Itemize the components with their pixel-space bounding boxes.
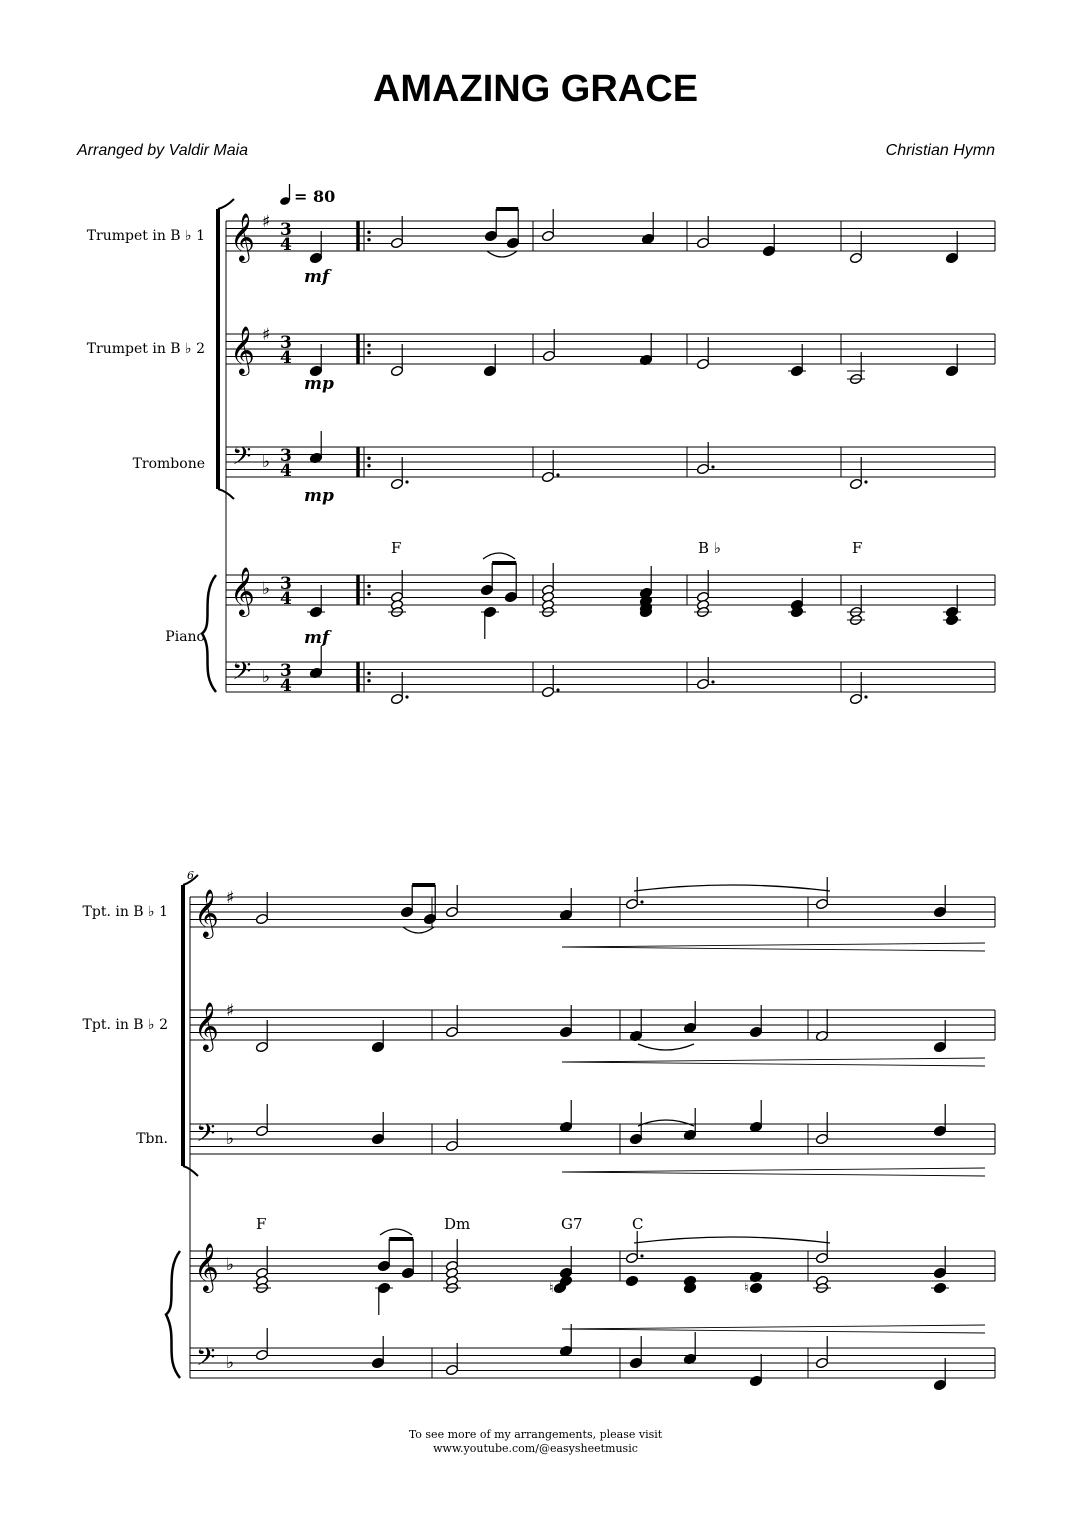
repeat-dot xyxy=(367,457,370,460)
crescendo-hairpin xyxy=(562,1168,985,1172)
dynamic-marking: mp xyxy=(304,486,334,506)
dynamic-marking: mf xyxy=(304,628,330,648)
repeat-dot xyxy=(367,351,370,354)
sharp-icon: ♯ xyxy=(226,1001,235,1021)
time-signature-bottom: 4 xyxy=(280,589,292,609)
bass-clef-icon: 𝄢 xyxy=(196,1343,216,1378)
time-signature-top: 3 xyxy=(280,220,292,240)
treble-clef-icon: 𝄞 xyxy=(194,1001,219,1050)
slur xyxy=(487,251,517,257)
crescendo-hairpin xyxy=(562,1329,985,1333)
sharp-icon: ♯ xyxy=(226,888,235,908)
flat-icon: ♭ xyxy=(262,579,271,599)
time-signature-top: 3 xyxy=(280,661,292,681)
time-signature-bottom: 4 xyxy=(280,348,292,368)
augmentation-dot xyxy=(640,900,643,903)
footer-line: To see more of my arrangements, please visit xyxy=(408,1428,663,1441)
sharp-icon: ♯ xyxy=(262,325,271,345)
repeat-dot xyxy=(367,231,370,234)
repeat-dot xyxy=(367,238,370,241)
slur xyxy=(483,553,515,559)
augmentation-dot xyxy=(711,680,714,683)
slur xyxy=(634,885,830,891)
treble-clef-icon: 𝄞 xyxy=(194,888,219,937)
repeat-dot xyxy=(367,585,370,588)
time-signature-bottom: 4 xyxy=(280,676,292,696)
slur xyxy=(638,1044,694,1050)
treble-clef-icon: 𝄞 xyxy=(194,1242,219,1291)
flat-icon: ♭ xyxy=(226,1129,235,1149)
slur xyxy=(403,927,434,933)
slur xyxy=(638,1120,694,1126)
bass-clef-icon: 𝄢 xyxy=(232,442,252,477)
augmentation-dot xyxy=(405,695,408,698)
tempo-marking xyxy=(279,184,335,206)
measure-number: 6 xyxy=(187,869,194,882)
repeat-dot xyxy=(367,344,370,347)
time-signature-top: 3 xyxy=(280,574,292,594)
slur xyxy=(380,1229,412,1235)
time-signature-bottom: 4 xyxy=(280,235,292,255)
dynamic-marking: mf xyxy=(304,267,330,287)
flat-icon: ♭ xyxy=(262,452,271,472)
slur xyxy=(634,1237,830,1243)
bracket-hook xyxy=(218,199,234,209)
treble-clef-icon: 𝄞 xyxy=(230,325,255,374)
note-head xyxy=(625,1275,638,1287)
instrument-label-trumpet-2-short: Tpt. in B ♭ 2 xyxy=(82,1017,168,1033)
treble-clef-icon: 𝄞 xyxy=(230,212,255,261)
piano-brace xyxy=(166,1251,180,1378)
crescendo-hairpin xyxy=(562,943,985,947)
instrument-label-trombone-short: Tbn. xyxy=(136,1131,168,1147)
chord-symbol: F xyxy=(256,1215,267,1233)
dynamic-marking: mp xyxy=(304,374,334,394)
augmentation-dot xyxy=(556,688,559,691)
flat-icon: ♭ xyxy=(262,667,271,687)
repeat-dot xyxy=(367,672,370,675)
flat-icon: ♭ xyxy=(226,1353,235,1373)
arranger-credit: Arranged by Valdir Maia xyxy=(77,142,249,159)
crescendo-hairpin xyxy=(562,947,985,951)
repeat-dot xyxy=(367,464,370,467)
natural-sign-icon: ♮ xyxy=(549,1281,554,1296)
score-title: AMAZING GRACE xyxy=(372,68,699,110)
augmentation-dot xyxy=(711,465,714,468)
instrument-label-trombone: Trombone xyxy=(132,456,205,472)
crescendo-hairpin xyxy=(562,1172,985,1176)
crescendo-hairpin xyxy=(562,1058,985,1062)
sharp-icon: ♯ xyxy=(262,212,271,232)
repeat-dot xyxy=(367,679,370,682)
bass-clef-icon: 𝄢 xyxy=(232,657,252,692)
crescendo-hairpin xyxy=(562,1325,985,1329)
chord-symbol: Dm xyxy=(444,1215,471,1233)
composer-credit: Christian Hymn xyxy=(885,142,995,159)
time-signature-top: 3 xyxy=(280,446,292,466)
chord-symbol: F xyxy=(391,539,402,557)
augmentation-dot xyxy=(405,480,408,483)
instrument-label-trumpet-1-short: Tpt. in B ♭ 1 xyxy=(82,904,168,920)
augmentation-dot xyxy=(640,1254,643,1257)
repeat-dot xyxy=(367,592,370,595)
instrument-label-piano: Piano xyxy=(165,629,205,645)
footer-note xyxy=(0,1428,1071,1456)
tempo-value: = 80 xyxy=(294,187,336,206)
chord-symbol: B ♭ xyxy=(698,539,721,557)
note-head xyxy=(749,1282,762,1294)
chord-symbol: F xyxy=(852,539,863,557)
bass-clef-icon: 𝄢 xyxy=(196,1119,216,1154)
footer-url: www.youtube.com/@easysheetmusic xyxy=(433,1442,638,1455)
instrument-label-trumpet-1: Trumpet in B ♭ 1 xyxy=(86,228,205,244)
chord-symbol: C xyxy=(632,1215,644,1233)
treble-clef-icon: 𝄞 xyxy=(230,566,255,615)
augmentation-dot xyxy=(864,695,867,698)
chord-symbol: G7 xyxy=(561,1215,583,1233)
augmentation-dot xyxy=(556,473,559,476)
flat-icon: ♭ xyxy=(226,1255,235,1275)
time-signature-bottom: 4 xyxy=(280,461,292,481)
instrument-label-trumpet-2: Trumpet in B ♭ 2 xyxy=(86,341,205,357)
time-signature-top: 3 xyxy=(280,333,292,353)
augmentation-dot xyxy=(864,480,867,483)
crescendo-hairpin xyxy=(562,1062,985,1066)
natural-sign-icon: ♮ xyxy=(744,1281,749,1296)
